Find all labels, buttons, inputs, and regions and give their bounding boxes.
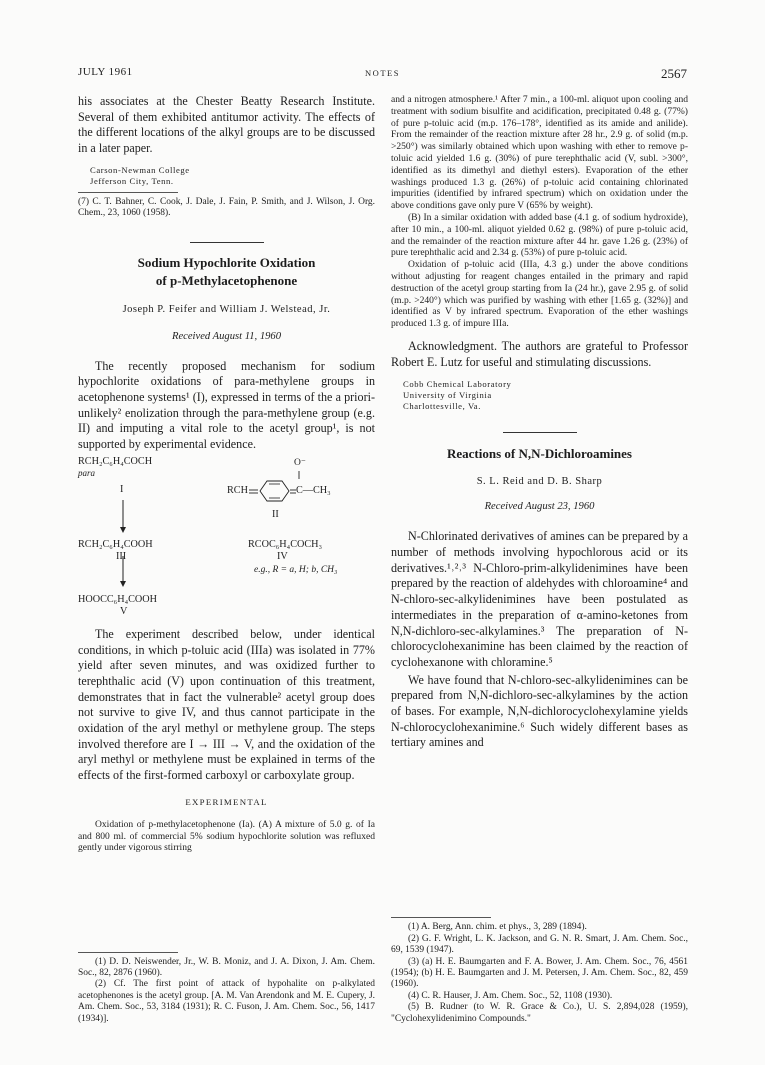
right-column: [391, 94, 688, 1025]
compound-III-label: III: [116, 550, 127, 562]
article-authors: S. L. Reid and D. B. Sharp: [476, 476, 603, 488]
left-column: [78, 94, 375, 1025]
intro-paragraph: N-Chlorinated derivatives of amines can be prepared by a number of methods involving hypochlorous acid or its derivatives.¹˒²˒³ N-Chloro-prim-alkylidenimines have been prepared by the reaction of aldehydes with chloroamine⁴ and N-chloro-sec-alkylidenimines have been postulated as intermediates in the preparation of α-amino-ketones from N,N-dichloro-sec-alkylamines.³ The preparation of N-chlorocyclohexanimine has been claimed by the reaction of cyclohexanone with chloramine.⁵: [391, 529, 688, 669]
compound-IV-label: IV: [277, 550, 288, 562]
intro-paragraph: The recently proposed mechanism for sodium hypochlorite oxidations of para-methylene groups in acetophenone systems¹ (I), expressed in terms of the a priori-unlikely² enolization through the para-methylene group (e.g. II) and imputing a vital role to the acetyl group¹, is not supported by experimental evidence.: [78, 358, 375, 452]
article-title-line: of p-Methylacetophenone: [155, 272, 298, 288]
para-label: para: [78, 467, 96, 478]
article-affiliation: [403, 379, 688, 412]
page-number: 2567: [661, 66, 687, 81]
compound-II-label: II: [272, 508, 279, 520]
article-separator: [190, 242, 264, 243]
compound-IV-formula: RCOC₆H₄COCH₃: [248, 538, 323, 550]
footnote-rule: [391, 917, 491, 918]
experimental-part-b: (B) In a similar oxidation with added base (4.1 g. of sodium hydroxide), after 10 min., a 100-ml. aliquot yielded 0.62 g. (98%) of pure p-toluic acid, and the remainder of the reaction mixture after 44 hr. gave 1.26 g. (23%) of pure terephthalic acid and 2.34 g. (53%) of pure p-toluic acid.: [391, 211, 688, 259]
compound-V-label: V: [120, 605, 128, 617]
substituent-note: e.g., R = a, H; b, CH₃: [254, 564, 338, 575]
previous-article-footnote: (7) C. T. Bahner, C. Cook, J. Dale, J. Fain, P. Smith, and J. Wilson, J. Org. Chem., 23, 1060 (1958).: [78, 196, 375, 219]
running-head-section: NOTES: [365, 68, 400, 78]
article-authors: Joseph P. Feifer and William J. Welstead, Jr.: [122, 303, 331, 315]
compound-III-formula: RCH₂C₆H₄COOH: [78, 538, 153, 550]
article-separator: [503, 432, 577, 433]
footnote-1: (1) A. Berg, Ann. chim. et phys., 3, 289 (1894).: [408, 922, 587, 933]
compound-I-label: I: [120, 483, 124, 495]
footnote-5: (5) B. Rudner (to W. R. Grace & Co.), U. S. 2,894,028 (1959), "Cyclohexylidenimino Compounds.": [391, 1002, 688, 1024]
left-footnotes: [78, 952, 375, 1025]
affiliation-line: Charlottesville, Va.: [403, 401, 481, 412]
footnote-2: (2) G. F. Wright, L. K. Jackson, and G. N. R. Smart, J. Am. Chem. Soc., 69, 1539 (1947).: [391, 933, 688, 956]
reaction-scheme: [78, 456, 375, 622]
compound-II-rch: RCH: [227, 484, 248, 496]
article-title: Reactions of N,N-Dichloroamines: [447, 446, 632, 462]
footnote-2: (2) Cf. The first point of attack of hypohalite on p-alkylated acetophenones is the acetyl group. [A. M. Van Arendonk and M. E. Cupery, J. Am. Chem. Soc., 53, 3184 (1931); R. C. Fuson, J. Am. Chem. Soc., 56, 1417 (1934)].: [78, 979, 375, 1024]
running-head-date: JULY 1961: [78, 66, 133, 78]
received-date: Received August 11, 1960: [171, 330, 282, 342]
experimental-continuation: and a nitrogen atmosphere.¹ After 7 min., a 100-ml. aliquot upon cooling and treatment with sodium bisulfite and acidification, precipitated 0.48 g. (77%) of pure p-toluic acid (m.p. 176–178°, identified as its amide and anilide). From the remainder of the reaction mixture after 28 hr., 2.9 g. of solid (m.p. >250°) was similarly obtained which upon washing with ether to remove p-toluic acid yielded 1.6 g. (30%) of pure terephthalic acid (V, subl. >300°, identified as its dimethyl and diethyl esters). Evaporation of the ether washings produced 1.3 g. (26%) of p-toluic acid containing chlorinated impurities (identified by infrared spectrum) which on oxidation under the above conditions gave only pure V (65% by weight).: [391, 94, 688, 212]
footnote-rule: [78, 952, 178, 953]
previous-article-affiliation: [90, 165, 375, 187]
affiliation-line: University of Virginia: [403, 390, 492, 401]
footnote-1: (1) D. D. Neiswender, Jr., W. B. Moniz, and J. A. Dixon, J. Am. Chem. Soc., 82, 2876 (1960).: [78, 956, 375, 978]
footnote-3: (3) (a) H. E. Baumgarten and F. A. Bower, J. Am. Chem. Soc., 76, 4561 (1954); (b) H. E. Baumgarten and J. M. Petersen, J. Am. Chem. Soc., 82, 459 (1960).: [391, 956, 688, 990]
article-title-line: Sodium Hypochlorite Oxidation: [137, 254, 316, 270]
footnote-4: (4) C. R. Hauser, J. Am. Chem. Soc., 52, 1108 (1930).: [408, 990, 613, 1001]
compound-V-formula: HOOCC₆H₄COOH: [78, 593, 157, 605]
affiliation-line: Cobb Chemical Laboratory: [403, 379, 512, 390]
article-title: [78, 254, 375, 290]
results-paragraph: The experiment described below, under identical conditions, in which p-toluic acid (IIIa) was isolated in 77% yield after seven minutes, and was oxidized further to terephthalic acid (V) upon continuation of this treatment, demonstrates that in fact the vulnerable² acetyl group does not survive to give IV, and thus cannot participate in the oxidation of the aryl methyl or methylene group. The steps involved therefore are I → III → V, and the oxidation of the aryl methyl or methylene must be explained in terms of the effects of the first-formed carboxyl or carboxylate group.: [78, 626, 375, 783]
right-footnotes: [391, 917, 688, 1025]
compound-I-formula: RCH₂C₆H₄COCH: [78, 455, 153, 467]
footnote-rule: [78, 192, 178, 193]
toluic-acid-oxidation: Oxidation of p-toluic acid (IIIa, 4.3 g.) under the above conditions without adjusting for reagent changes entailed in the primary and rapid destruction of the acetyl group starting from Ia (24 hr.), gave 2.95 g. of solid (m.p. >240°) which was purified by washing with ether [1.65 g. (32%)] and identified as V by infrared spectrum. Evaporation of the ether washings produced 1.3 g. of impure IIIa.: [391, 259, 688, 330]
experimental-paragraph: Oxidation of p-methylacetophenone (Ia). (A) A mixture of 5.0 g. of Ia and 800 ml. of commercial 5% sodium hypochlorite solution was refluxed gently under vigorous stirring: [78, 818, 375, 854]
experimental-heading: EXPERIMENTAL: [185, 796, 268, 807]
compound-II-methyl: C—CH₃: [296, 484, 331, 496]
previous-article-continuation: his associates at the Chester Beatty Research Institute. Several of them exhibited antitumor activity. The effects of the different locations of the alkyl groups are to be discussed in a later paper.: [78, 94, 375, 156]
received-date: Received August 23, 1960: [484, 501, 595, 513]
findings-paragraph: We have found that N-chloro-sec-alkylidenimines can be prepared from N,N-dichloro-sec-alkylamines by the action of bases. For example, N,N-dichlorocyclohexylamine yields N-chlorocyclohexanimine.⁶ Such widely different bases as tertiary amines and: [391, 672, 688, 750]
acknowledgment: Acknowledgment. The authors are grateful to Professor Robert E. Lutz for useful and stimulating discussions.: [391, 338, 688, 369]
running-head: [78, 66, 687, 84]
compound-II-oxide: O⁻: [294, 457, 306, 468]
affiliation-line: Jefferson City, Tenn.: [90, 175, 174, 186]
affiliation-line: Carson-Newman College: [90, 164, 190, 175]
